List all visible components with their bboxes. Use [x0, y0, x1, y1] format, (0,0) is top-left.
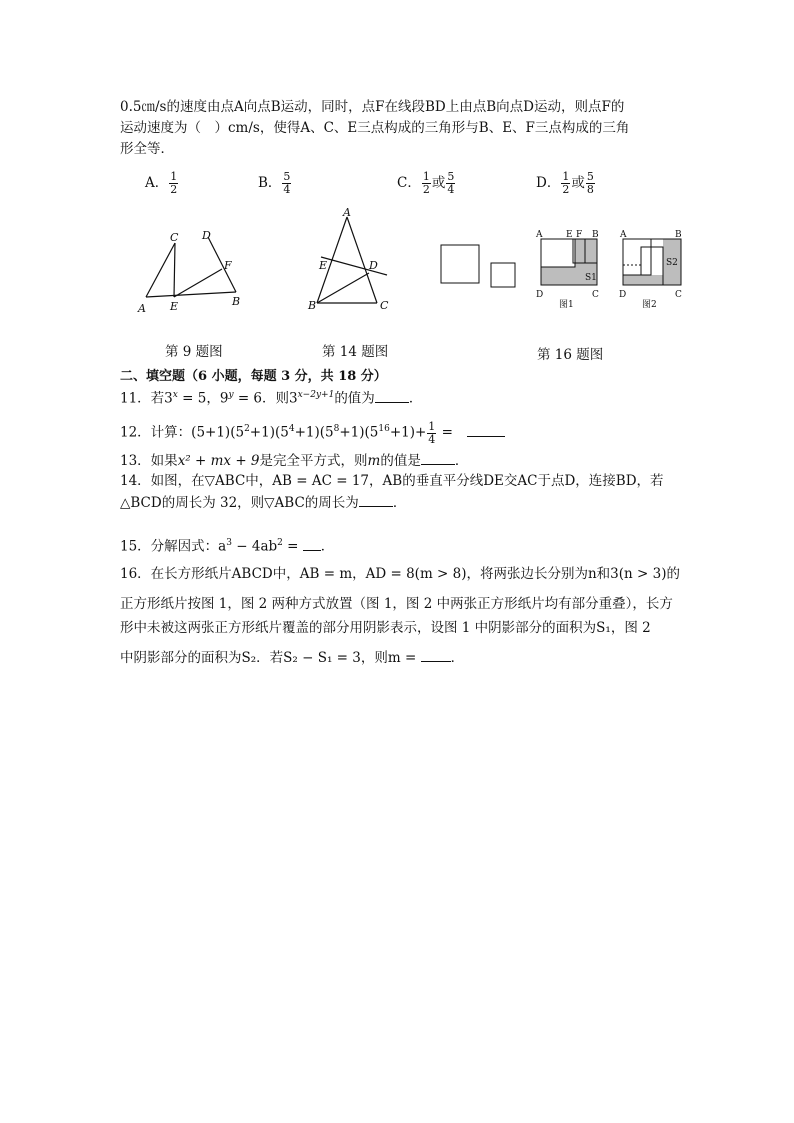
- section2-heading: 二、填空题（6 小题，每题 3 分，共 18 分）: [120, 369, 387, 384]
- fig16-1-point-b: B: [592, 230, 599, 240]
- figure-14: [305, 205, 395, 315]
- q16-line2: 正方形纸片按图 1，图 2 两种方式放置（图 1，图 2 中两张正方形纸片均有部分重叠），长方: [120, 596, 673, 612]
- q10-option-a: A． $\frac{1}{2}$: [145, 170, 178, 196]
- fig16-2-point-c: C: [675, 290, 682, 300]
- q10-option-c: C． $\frac{1}{2}$ 或 $\frac{5}{4}$: [397, 170, 455, 196]
- fig14-point-b: B: [308, 299, 317, 312]
- fig9-point-f: F: [224, 259, 232, 272]
- q14-line2: △BCD的周长为 32，则▽ABC的周长为 ．: [120, 495, 407, 511]
- q10-line2: 运动速度为（ ）cm/s，使得A、C、E三点构成的三角形与B、E、F三点构成的三角: [120, 120, 630, 136]
- q16-line1: 16．在长方形纸片ABCD中，AB = m，AD = 8(m > 8)，将两张边长分别为n和3(n > 3)的: [120, 566, 680, 582]
- q10-option-d: D． $\frac{1}{2}$ 或 $\frac{5}{8}$: [536, 170, 594, 196]
- fig16-1-point-a: A: [536, 230, 543, 240]
- q14-answer-blank: [359, 505, 393, 507]
- q13: 13．如果x² + mx + 9是完全平方式，则m的值是 ．: [120, 453, 469, 469]
- figure-16: [435, 225, 700, 315]
- fig9-point-e: E: [170, 300, 179, 313]
- q13-answer-blank: [421, 463, 455, 465]
- fig9-caption: 第 9 题图: [165, 344, 223, 360]
- fig9-point-d: D: [202, 229, 211, 242]
- q10-line3: 形全等．: [120, 141, 174, 157]
- q11: 11．若$3^x = 5$，$9^y = 6$．则$3^{x-2y+1}$的值为 ．: [120, 390, 423, 407]
- fig16-1-point-c: C: [592, 290, 599, 300]
- q10-option-b: B． $\frac{5}{4}$: [258, 170, 291, 196]
- q11-answer-blank: [375, 401, 409, 403]
- q16-answer-blank: [421, 660, 451, 662]
- fig16-2-point-b: B: [675, 230, 682, 240]
- q15: 15．分解因式：$a^3 - 4ab^2$ = ．: [120, 538, 335, 555]
- fig14-caption: 第 14 题图: [322, 344, 389, 360]
- fig9-point-b: B: [232, 295, 241, 308]
- fig16-s1-label: S1: [585, 273, 597, 283]
- fig16-caption: 第 16 题图: [537, 347, 604, 363]
- fig9-point-c: C: [170, 231, 179, 244]
- q16-line4: 中阴影部分的面积为S₂．若S₂ − S₁ = 3，则m = ．: [120, 650, 465, 666]
- fig16-1-point-d: D: [536, 290, 544, 300]
- fig16-2-point-d: D: [619, 290, 627, 300]
- q14-line1: 14．如图，在▽ABC中，AB = AC = 17，AB的垂直平分线DE交AC于点D，连接BD，若: [120, 473, 664, 489]
- fig14-point-d: D: [369, 259, 378, 272]
- fig9-point-a: A: [138, 302, 146, 315]
- fig14-point-e: E: [319, 259, 328, 272]
- q12-answer-blank: [467, 435, 505, 437]
- q10-line1: 0.5㎝/s的速度由点A向点B运动，同时，点F在线段BD上由点B向点D运动，则点F的: [120, 99, 625, 115]
- fig16-sub1-caption: 图1: [559, 300, 574, 310]
- fig14-point-c: C: [380, 299, 389, 312]
- fig16-s2-label: S2: [666, 258, 678, 268]
- q12: 12．计算：$(5+1)(5^2+1)(5^4+1)(5^8+1)(5^{16}+1)+$ $\frac{1}{4}$ =: [120, 421, 505, 445]
- fig16-1-point-e: E: [566, 230, 573, 240]
- fig16-1-point-f: F: [576, 230, 583, 240]
- fig14-point-a: A: [343, 206, 351, 219]
- fig16-sub2-caption: 图2: [642, 300, 657, 310]
- q15-answer-blank: [303, 549, 321, 551]
- q16-line3: 形中未被这两张正方形纸片覆盖的部分用阴影表示，设图 1 中阴影部分的面积为S₁，图 2: [120, 620, 651, 636]
- fig16-2-point-a: A: [620, 230, 627, 240]
- figure-9: [130, 225, 260, 320]
